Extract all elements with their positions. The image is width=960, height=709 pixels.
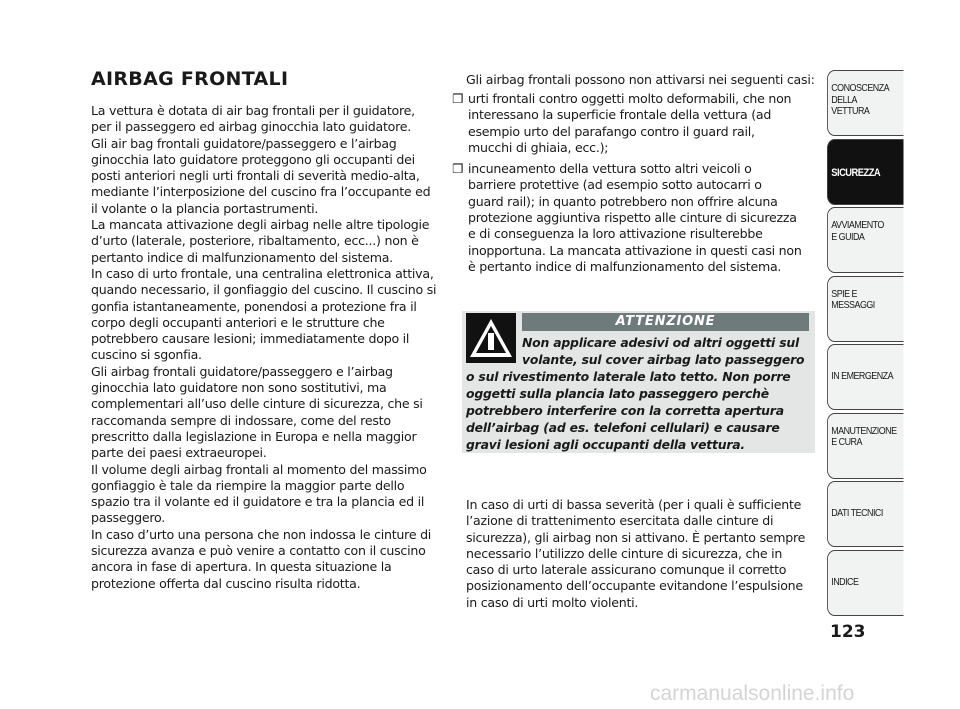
text-line: è pertanto indice di malfunzionamento del sistema. bbox=[468, 258, 782, 274]
tab-label: INDICE bbox=[831, 575, 859, 588]
text-line: protezione aggiuntiva rispetto alle cinture di sicurezza bbox=[468, 210, 797, 226]
tab-avviamento-e-guida[interactable] bbox=[827, 207, 904, 273]
text-line: pertanto indice di malfunzionamento del sistema. bbox=[91, 249, 393, 265]
text-line: La vettura è dotata di air bag frontali per il guidatore, bbox=[91, 103, 415, 118]
text-line: l’azione di trattenimento esercitata dalle cinture di bbox=[466, 513, 774, 529]
tab-dati-tecnici[interactable] bbox=[827, 481, 904, 547]
checkbox-bullet-icon: ❒ bbox=[452, 161, 464, 177]
text-line: e di conseguenza la loro attivazione risulterebbe bbox=[468, 226, 763, 242]
text-line: passeggero. bbox=[91, 510, 165, 526]
text-line: ginocchia lato guidatore non sono sostitutivi, ma bbox=[91, 380, 387, 396]
tab-label: MESSAGGI bbox=[831, 299, 875, 311]
text-line: o sul rivestimento laterale lato tetto. Non porre bbox=[466, 369, 791, 384]
text-line: quando necessario, il gonfiaggio del cuscino. Il cuscino si bbox=[91, 282, 437, 298]
tab-conoscenza-della-vettura[interactable] bbox=[827, 70, 904, 136]
text-line: dell’airbag (ad es. telefoni cellulari) e causare bbox=[466, 420, 780, 435]
tab-manutenzione-e-cura[interactable] bbox=[827, 413, 904, 479]
text-line: potrebbero interferire con la corretta apertura bbox=[466, 403, 784, 418]
text-line: necessario l’utilizzo delle cinture di sicurezza, che in bbox=[466, 545, 783, 561]
text-line: prescritto dalla legislazione in Europa e nella maggior bbox=[91, 428, 417, 444]
text-line: oggetti sulla plancia lato passeggero perchè bbox=[466, 386, 769, 401]
text-line: Gli airbag frontali guidatore/passeggero e l’airbag bbox=[91, 363, 393, 379]
intro-text: Gli airbag frontali possono non attivarsi nei seguenti casi: bbox=[466, 72, 815, 87]
section-title: AIRBAG FRONTALI bbox=[91, 68, 289, 90]
tab-label: SICUREZZA bbox=[831, 166, 881, 179]
text-line: caso di urto laterale assicurano comunque il corretto bbox=[466, 562, 787, 578]
text-line: La mancata attivazione degli airbag nelle altre tipologie bbox=[91, 217, 430, 233]
text-line: In caso di urto frontale, una centralina elettronica attiva, bbox=[91, 265, 434, 281]
text-line: cuscino si sgonfia. bbox=[91, 347, 202, 363]
text-line: corpo degli occupanti anteriori e le strutture che bbox=[91, 314, 385, 330]
text-line: gonfiaggio è tale da riempire la maggior parte dello bbox=[91, 477, 405, 493]
text-line: in caso di urti molto violenti. bbox=[466, 594, 639, 610]
text-line: gonfia istantaneamente, ponendosi a protezione fra il bbox=[91, 298, 417, 314]
text-line: Il volume degli airbag frontali al momento del massimo bbox=[91, 461, 427, 477]
text-line: complementari all’uso delle cinture di sicurezza, che si bbox=[91, 396, 423, 412]
text-line: gravi lesioni agli occupanti della vettura. bbox=[466, 437, 745, 452]
text-line: il volante o la plancia portastrumenti. bbox=[91, 200, 319, 216]
tab-label: CONOSCENZA bbox=[831, 82, 890, 94]
tab-indice[interactable] bbox=[827, 550, 904, 616]
text-line: posizionamento dell’occupante evitandone l’espulsione bbox=[466, 578, 803, 594]
page-number: 123 bbox=[830, 622, 866, 642]
text-line: parte dei paesi extraeuropei. bbox=[91, 445, 267, 461]
warning-text bbox=[466, 334, 804, 453]
text-line: volante, sul cover airbag lato passeggero bbox=[522, 352, 805, 367]
tab-label: AVVIAMENTO bbox=[831, 219, 884, 231]
tab-sicurezza[interactable] bbox=[827, 139, 904, 205]
text-line: sicurezza avanza e può venire a contatto con il cuscino bbox=[91, 543, 426, 559]
tab-label: E CURA bbox=[831, 436, 862, 448]
left-body-text bbox=[91, 103, 436, 592]
text-line: incuneamento della vettura sotto altri veicoli o bbox=[468, 161, 752, 177]
checkbox-bullet-icon: ❒ bbox=[452, 91, 464, 106]
text-line: In caso d’urto una persona che non indossa le cinture di bbox=[91, 526, 432, 542]
bullet-item bbox=[452, 161, 802, 275]
text-line: urti frontali contro oggetti molto deformabili, che non bbox=[468, 91, 792, 106]
tab-label: MANUTENZIONE bbox=[831, 424, 897, 437]
tab-label: SPIE E bbox=[831, 287, 857, 300]
text-line: d’urto (laterale, posteriore, ribaltamento, ecc...) non è bbox=[91, 233, 419, 249]
warning-box bbox=[462, 311, 815, 453]
text-line: Gli air bag frontali guidatore/passeggero e l’airbag bbox=[91, 135, 397, 151]
text-line: ginocchia lato guidatore proteggono gli occupanti dei bbox=[91, 151, 415, 167]
text-line: In caso di urti di bassa severità (per i quali è sufficiente bbox=[466, 497, 802, 512]
text-line: protezione offerta dal cuscino risulta ridotta. bbox=[91, 575, 361, 591]
text-line: raccomanda sempre di indossare, come del resto bbox=[91, 412, 391, 428]
bottom-body-text bbox=[466, 497, 805, 611]
text-line: per il passeggero ed airbag ginocchia lato guidatore. bbox=[91, 119, 412, 135]
text-line: guard rail); in quanto potrebbero non offrire alcuna bbox=[468, 193, 778, 209]
text-line: interessano la superficie frontale della vettura (ad bbox=[468, 107, 772, 123]
tab-label: IN EMERGENZA bbox=[831, 370, 894, 382]
text-line: Non applicare adesivi od altri oggetti sul bbox=[522, 335, 800, 350]
text-line: barriere protettive (ad esempio sotto autocarri o bbox=[468, 177, 762, 193]
text-line: spazio tra il volante ed il guidatore e tra la plancia ed il bbox=[91, 494, 425, 510]
text-line: potrebbero causare lesioni; immediatamente dopo il bbox=[91, 331, 410, 347]
tab-label: DATI TECNICI bbox=[831, 507, 883, 519]
text-line: mucchi di ghiaia, ecc.); bbox=[468, 139, 609, 155]
tab-in-emergenza[interactable] bbox=[827, 344, 904, 410]
text-line: esempio urto del parafango contro il guard rail, bbox=[468, 123, 755, 139]
tab-spie-e-messaggi[interactable] bbox=[827, 276, 904, 342]
text-line: inopportuna. La mancata attivazione in questi casi non bbox=[468, 242, 802, 258]
tab-label: E GUIDA bbox=[831, 230, 865, 243]
tab-label: VETTURA bbox=[831, 105, 870, 117]
text-line: ancora in fase di apertura. In questa situazione la bbox=[91, 559, 392, 575]
watermark: carmanualsonline.info bbox=[650, 682, 855, 705]
bullet-item bbox=[452, 91, 791, 156]
text-line: sicurezza), gli airbag non si attivano. È pertanto sempre bbox=[466, 529, 806, 545]
text-line: mediante l’interposizione del cuscino fra l’occupante ed bbox=[91, 184, 431, 200]
tab-label: DELLA bbox=[831, 93, 857, 106]
warning-heading: ATTENZIONE bbox=[522, 313, 809, 331]
text-line: posti anteriori negli urti frontali di severità medio-alta, bbox=[91, 168, 420, 184]
